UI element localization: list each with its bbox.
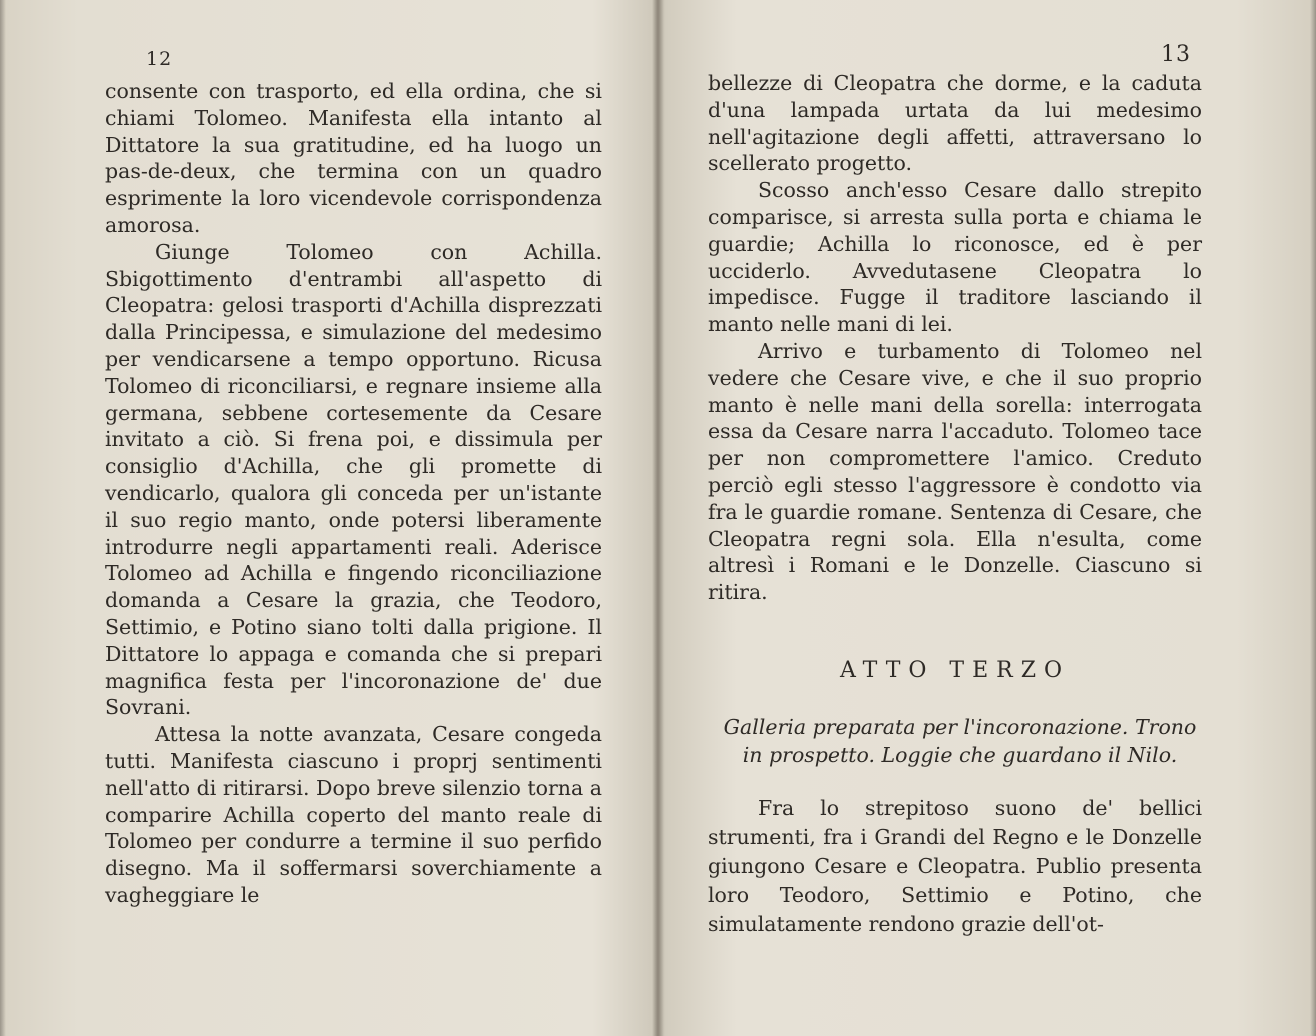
left-page-body bbox=[105, 78, 602, 909]
left-page-number: 12 bbox=[146, 48, 173, 70]
right-paragraph-4: Fra lo strepitoso suono de' bellici strumenti, fra i Grandi del Regno e le Donzelle giungono Cesare e Cleopatra. Publio presenta loro Teodoro, Settimio e Potino, che simulatamente rendono grazie dell'ot- bbox=[708, 796, 1202, 936]
left-page bbox=[0, 0, 656, 1036]
left-paragraph-2: Giunge Tolomeo con Achilla. Sbigottimento d'entrambi all'aspetto di Cleopatra: gelosi trasporti d'Achilla disprezzati dalla Principessa, e simulazione del medesimo per vendicarsene a tempo opportuno. Ricusa Tolomeo di riconciliarsi, e regnare insieme alla germana, sebbene cortesemente da Cesare invitato a ciò. Si frena poi, e dissimula per consiglio d'Achilla, che gli promette di vendicarlo, qualora gli conceda per un'istante il suo regio manto, onde potersi liberamente introdurre negli appartamenti reali. Aderisce Tolomeo ad Achilla e fingendo riconciliazione domanda a Cesare la grazia, che Teodoro, Settimio, e Potino siano tolti dalla prigione. Il Dittatore lo appaga e comanda che si prepari magnifica festa per l'incoronazione de' due Sovrani. bbox=[105, 239, 602, 720]
left-paragraph-1: consente con trasporto, ed ella ordina, che si chiami Tolomeo. Manifesta ella intanto al Dittatore la sua gratitudine, ed ha luogo un pas-de-deux, che termina con un quadro esprimente la loro vicendevole corrispondenza amorosa. bbox=[105, 79, 602, 237]
left-paragraph-3: Attesa la notte avanzata, Cesare congeda tutti. Manifesta ciascuno i proprj sentimenti nell'atto di ritirarsi. Dopo breve silenzio torna a comparire Achilla coperto del manto reale di Tolomeo per condurre a termine il suo perfido disegno. Ma il soffermarsi soverchiamente a vagheggiare le bbox=[105, 722, 602, 907]
act-title: ATTO TERZO bbox=[839, 658, 1071, 683]
right-page-final-body bbox=[708, 794, 1202, 939]
right-page-number: 13 bbox=[1161, 42, 1191, 67]
right-paragraph-1: bellezze di Cleopatra che dorme, e la caduta d'una lampada urtata da lui medesimo nell'agitazione degli affetti, attraversano lo scellerato progetto. bbox=[708, 71, 1202, 176]
stage-direction: Galleria preparata per l'incoronazione. Trono in prospetto. Loggie che guardano il Nilo. bbox=[723, 715, 1197, 767]
right-page-edge bbox=[1310, 0, 1316, 1036]
right-paragraph-2: Scosso anch'esso Cesare dallo strepito comparisce, si arresta sulla porta e chiama le guardie; Achilla lo riconosce, ed è per ucciderlo. Avvedutasene Cleopatra lo impedisce. Fugge il traditore lasciando il manto nelle mani di lei. bbox=[708, 178, 1202, 337]
right-page bbox=[660, 0, 1316, 1036]
right-paragraph-3: Arrivo e turbamento di Tolomeo nel vedere che Cesare vive, e che il suo proprio manto è nelle mani della sorella: interrogata essa da Cesare narra l'accaduto. Tolomeo tace per non compromettere l'amico. Creduto perciò egli stesso l'aggressore è condotto via fra le guardie romane. Sentenza di Cesare, che Cleopatra regni sola. Ella n'esulta, come altresì i Romani e le Donzelle. Ciascuno si ritira. bbox=[708, 338, 1202, 605]
right-page-body bbox=[708, 70, 1202, 606]
